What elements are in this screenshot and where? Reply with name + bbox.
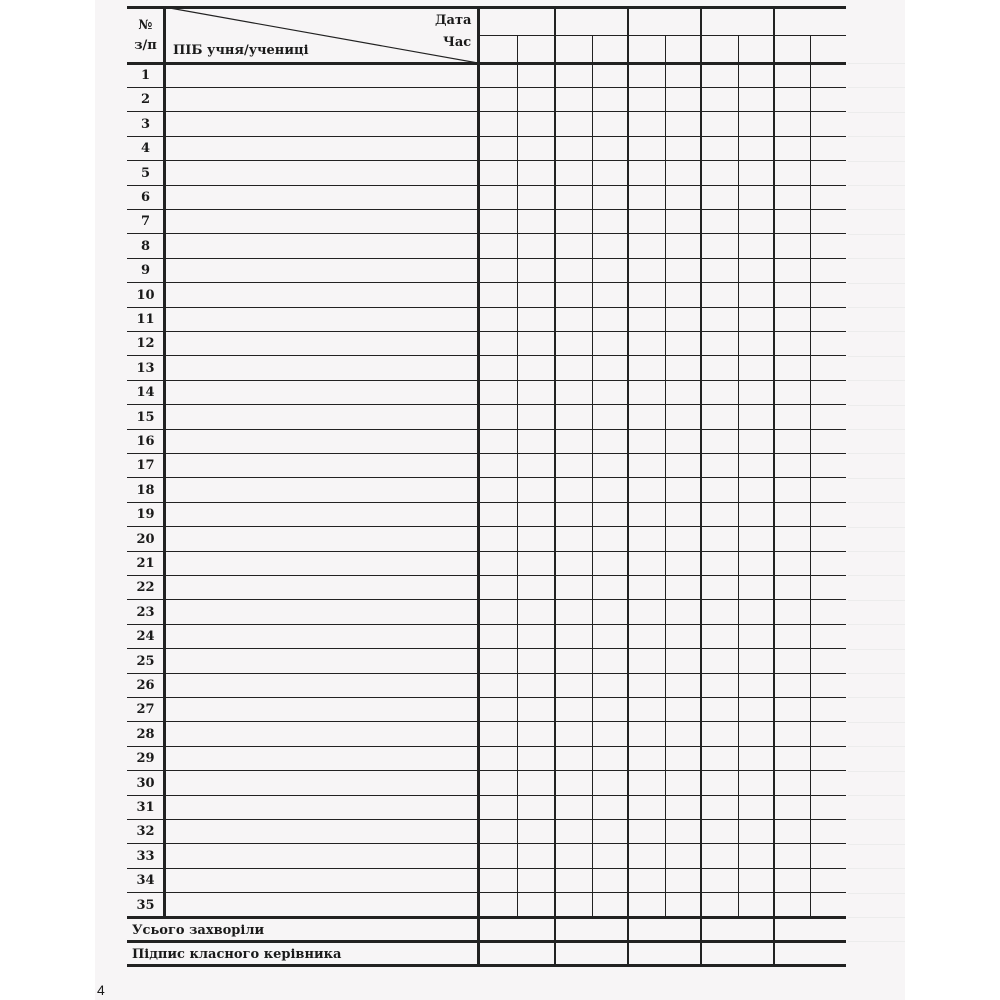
row-number: 17 [136, 458, 155, 474]
row-number: 30 [136, 775, 155, 791]
class-teacher-signature-label: Підпис класного керівника [132, 947, 342, 962]
adjacent-page-line [848, 673, 905, 674]
student-name-header: ПІБ учня/учениці [173, 43, 309, 58]
adjacent-page-line [848, 941, 905, 942]
row-number: 2 [140, 92, 151, 108]
adjacent-page-line [848, 819, 905, 820]
adjacent-page-line [848, 429, 905, 430]
date-group-divider [700, 6, 701, 965]
row-number: 14 [136, 385, 155, 401]
adjacent-page-line [848, 527, 905, 528]
adjacent-page-edge [848, 6, 905, 967]
row-number: 1 [140, 68, 151, 83]
adjacent-page-line [848, 356, 905, 357]
time-subcolumn-divider [517, 35, 518, 917]
adjacent-page-line [848, 258, 905, 259]
adjacent-page-line [848, 209, 905, 210]
adjacent-page-line [848, 63, 905, 64]
time-subcolumn-divider [592, 35, 593, 917]
adjacent-page-line [848, 307, 905, 308]
row-number: 21 [136, 556, 155, 571]
adjacent-page-line [848, 87, 905, 88]
illness-register-table [127, 6, 846, 967]
name-column-border [477, 6, 480, 965]
adjacent-page-line [848, 868, 905, 869]
row-number: 28 [136, 726, 155, 742]
row-number: 26 [136, 678, 155, 693]
date-group-divider [773, 6, 774, 965]
adjacent-page-line [848, 478, 905, 479]
row-number: 15 [136, 409, 155, 425]
row-number: 32 [136, 824, 155, 840]
time-subcolumn-divider [738, 35, 739, 917]
row-number: 19 [136, 507, 155, 523]
date-time-divider [478, 35, 846, 36]
adjacent-page-line [848, 575, 905, 576]
adjacent-page-line [848, 453, 905, 454]
table-bottom-border [127, 964, 846, 967]
row-number: 29 [136, 751, 155, 767]
adjacent-page-line [848, 600, 905, 601]
adjacent-page-line [848, 136, 905, 137]
row-number: 34 [136, 873, 155, 889]
adjacent-page-line [848, 283, 905, 284]
adjacent-page-line [848, 746, 905, 747]
adjacent-page-line [848, 649, 905, 650]
row-number: 4 [140, 141, 151, 157]
adjacent-page-line [848, 917, 905, 918]
adjacent-page-line [848, 331, 905, 332]
page-number: 4 [97, 982, 105, 998]
time-subcolumn-divider [810, 35, 811, 917]
adjacent-page-line [848, 161, 905, 162]
table-top-border [127, 6, 846, 9]
row-number: 20 [136, 531, 155, 547]
row-number: 23 [136, 604, 155, 620]
number-header-label: з/п [134, 38, 157, 53]
row-number: 31 [136, 800, 155, 815]
row-number: 5 [140, 165, 151, 181]
row-number: 33 [136, 848, 155, 864]
adjacent-page-line [848, 844, 905, 845]
row-number: 35 [136, 897, 155, 913]
row-number: 12 [136, 336, 155, 352]
date-header-label: Дата [435, 13, 472, 28]
row-number: 3 [140, 116, 151, 132]
time-header-label: Час [443, 35, 472, 50]
row-number: 7 [140, 214, 151, 230]
adjacent-page-line [848, 234, 905, 235]
adjacent-page-line [848, 795, 905, 796]
adjacent-page-line [848, 551, 905, 552]
signature-top-border [127, 940, 846, 943]
adjacent-page-line [848, 893, 905, 894]
row-number: 27 [136, 702, 155, 718]
row-number: 11 [136, 312, 155, 327]
row-number: 13 [136, 360, 155, 376]
row-number: 24 [136, 629, 155, 645]
adjacent-page-line [848, 502, 905, 503]
date-group-divider [627, 6, 628, 965]
total-ill-label: Усього захворіли [132, 923, 265, 938]
adjacent-page-line [848, 771, 905, 772]
row-number: 16 [136, 434, 155, 449]
row-number: 8 [140, 238, 151, 254]
time-subcolumn-divider [665, 35, 666, 917]
adjacent-page-line [848, 624, 905, 625]
row-number: 22 [136, 580, 155, 596]
row-number: 18 [136, 482, 155, 498]
adjacent-page-line [848, 380, 905, 381]
adjacent-page-line [848, 112, 905, 113]
row-number: 10 [136, 287, 155, 303]
row-number: 9 [140, 263, 151, 279]
number-header-symbol: № [138, 18, 153, 33]
date-group-divider [554, 6, 555, 965]
adjacent-page-line [848, 722, 905, 723]
row-number: 6 [140, 190, 151, 205]
row-number: 25 [136, 653, 155, 669]
adjacent-page-line [848, 185, 905, 186]
adjacent-page-line [848, 405, 905, 406]
adjacent-page-line [848, 697, 905, 698]
